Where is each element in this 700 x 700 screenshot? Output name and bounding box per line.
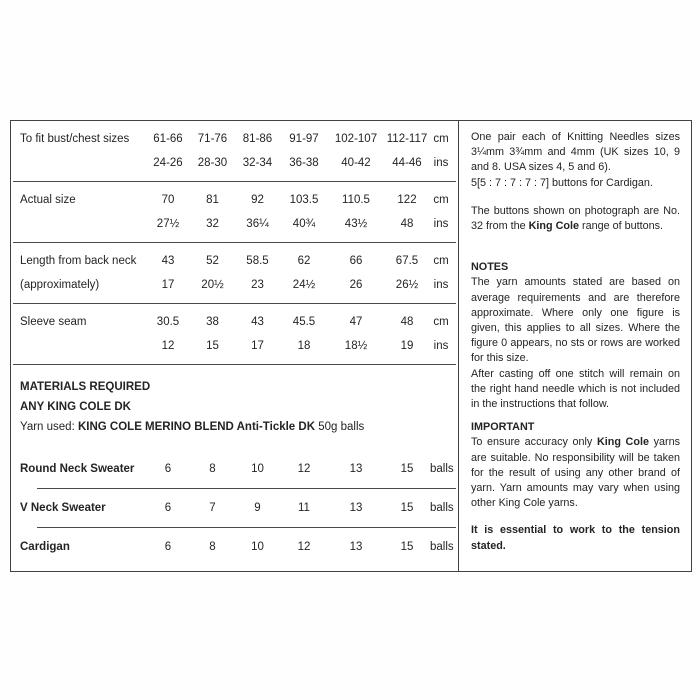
ball-count: 10 — [251, 463, 264, 475]
unit-label: cm — [433, 133, 449, 145]
garment-row-cardigan — [11, 528, 458, 566]
row-label: Sleeve seam — [20, 316, 87, 328]
unit-label: ins — [433, 340, 449, 352]
ball-count: 8 — [209, 541, 216, 553]
buttons-photo-text: range of buttons. — [579, 220, 664, 233]
buttons-photo-text: The buttons shown on photograph are No. 32 from the — [471, 204, 680, 233]
size-value: 48 — [400, 218, 414, 230]
size-value: 43½ — [344, 218, 368, 230]
size-value: 52 — [206, 255, 219, 267]
size-value: 36¼ — [246, 218, 269, 230]
notes-panel — [459, 121, 691, 571]
table-row — [11, 249, 458, 273]
yarn-used-prefix: Yarn used: — [20, 421, 78, 433]
notes-heading: NOTES — [471, 261, 509, 274]
brand-name: King Cole — [596, 436, 649, 449]
size-value: 36-38 — [289, 157, 319, 169]
ball-count: 9 — [254, 502, 261, 514]
size-value: 43 — [161, 255, 175, 267]
yarn-used-line — [20, 417, 458, 437]
size-value: 18½ — [344, 340, 368, 352]
unit-label: cm — [433, 255, 449, 267]
tension-paragraph: It is essential to work to the tension stated. — [471, 524, 680, 552]
section-divider — [13, 364, 456, 365]
size-value: 26 — [349, 279, 363, 291]
size-value: 40¾ — [292, 218, 316, 230]
notes-paragraph-2: After casting off one stitch will remain on the right hand needle which is not included in the instructions that follow. — [471, 367, 680, 411]
buttons-photo-paragraph — [471, 204, 680, 234]
yarn-used-suffix: 50g balls — [315, 421, 365, 433]
unit-label: cm — [433, 316, 449, 328]
size-value: 70 — [161, 194, 175, 206]
row-label: Length from back neck — [20, 255, 137, 267]
ball-count: 8 — [209, 463, 216, 475]
size-value: 81 — [206, 194, 219, 206]
table-row — [11, 273, 458, 297]
size-value: 27½ — [156, 218, 180, 230]
brand-name: King Cole — [528, 220, 580, 233]
size-value: 15 — [206, 340, 219, 352]
measurement-section-length — [11, 243, 458, 303]
size-value: 24½ — [292, 279, 316, 291]
unit-label: balls — [430, 463, 454, 475]
size-value: 40-42 — [341, 157, 371, 169]
materials-block — [20, 377, 458, 437]
ball-count: 15 — [400, 463, 414, 475]
row-label: (approximately) — [20, 279, 100, 291]
size-value: 28-30 — [197, 157, 228, 169]
size-value: 45.5 — [292, 316, 316, 328]
size-value: 44-46 — [392, 157, 422, 169]
materials-heading: MATERIALS REQUIRED — [20, 381, 151, 393]
garment-row-v-neck — [11, 489, 458, 527]
size-value: 43 — [251, 316, 264, 328]
ball-count: 6 — [164, 502, 172, 514]
ball-count: 10 — [251, 541, 264, 553]
size-value: 48 — [400, 316, 414, 328]
measurement-section-sleeve — [11, 304, 458, 364]
measurement-section-to-fit — [11, 121, 458, 181]
ball-count: 13 — [349, 541, 363, 553]
size-value: 110.5 — [342, 194, 370, 206]
size-value: 61-66 — [153, 133, 183, 145]
size-value: 71-76 — [197, 133, 228, 145]
size-value: 23 — [251, 279, 264, 291]
size-value: 67.5 — [395, 255, 419, 267]
garment-label: Cardigan — [20, 541, 70, 553]
garment-quantities — [11, 450, 458, 566]
notes-paragraph-1: The yarn amounts stated are based on average requirements and are therefore approximate. Where only one figure is given, this applies to all sizes. Where the figure 0 appears, no sts or rows are worked for this size. — [471, 276, 680, 365]
ball-count: 15 — [400, 502, 414, 514]
size-value: 102-107 — [334, 133, 378, 145]
size-value: 47 — [349, 316, 363, 328]
size-value: 112-117 — [386, 133, 428, 145]
yarn-used-name: KING COLE MERINO BLEND Anti-Tickle DK — [77, 421, 316, 433]
ball-count: 13 — [349, 502, 363, 514]
ball-count: 11 — [298, 502, 310, 514]
buttons-line: 5[5 : 7 : 7 : 7 : 7] buttons for Cardigan. — [471, 176, 653, 189]
sizing-materials-box — [10, 120, 692, 572]
measurement-section-actual-size — [11, 182, 458, 242]
size-value: 62 — [297, 255, 311, 267]
size-value: 122 — [397, 194, 417, 206]
size-value: 38 — [206, 316, 219, 328]
important-text: yarns are suitable. No responsibility will be taken for the result of using any other brand of yarn. Yarn amounts may vary when using other King Cole yarns. — [471, 436, 680, 510]
ball-count: 12 — [297, 541, 311, 553]
size-value: 103.5 — [289, 194, 319, 206]
ball-count: 12 — [297, 463, 311, 475]
unit-label: ins — [433, 218, 449, 230]
size-table-panel — [11, 121, 459, 571]
table-row — [11, 310, 458, 334]
unit-label: ins — [433, 157, 449, 169]
important-heading: IMPORTANT — [471, 421, 535, 434]
row-label: Actual size — [20, 194, 76, 206]
important-text: To ensure accuracy only — [471, 436, 597, 449]
table-row — [11, 334, 458, 358]
size-value: 12 — [161, 340, 175, 352]
unit-label: cm — [433, 194, 449, 206]
table-row — [11, 188, 458, 212]
ball-count: 15 — [400, 541, 414, 553]
size-value: 30.5 — [156, 316, 180, 328]
size-value: 18 — [297, 340, 311, 352]
garment-label: Round Neck Sweater — [20, 463, 135, 475]
garment-row-round-neck — [11, 450, 458, 488]
table-row — [11, 212, 458, 236]
size-value: 32 — [206, 218, 219, 230]
table-row — [11, 151, 458, 175]
size-value: 19 — [400, 340, 414, 352]
size-value: 20½ — [201, 279, 224, 291]
ball-count: 6 — [164, 463, 172, 475]
size-value: 32-34 — [242, 157, 273, 169]
size-value: 17 — [161, 279, 175, 291]
garment-label: V Neck Sweater — [20, 502, 106, 514]
size-value: 92 — [251, 194, 264, 206]
unit-label: balls — [430, 502, 454, 514]
size-value: 81-86 — [242, 133, 273, 145]
ball-count: 7 — [209, 502, 216, 514]
any-yarn-heading: ANY KING COLE DK — [20, 401, 131, 413]
size-value: 58.5 — [246, 255, 269, 267]
size-value: 26½ — [395, 279, 419, 291]
needles-paragraph: One pair each of Knitting Needles sizes 3¼mm 3¾mm and 4mm (UK sizes 10, 9 and 8. USA sizes 4, 5 and 6). — [471, 131, 680, 174]
unit-label: ins — [433, 279, 449, 291]
important-paragraph — [471, 435, 680, 511]
ball-count: 13 — [349, 463, 363, 475]
unit-label: balls — [430, 541, 454, 553]
size-value: 17 — [251, 340, 264, 352]
row-label: To fit bust/chest sizes — [20, 133, 130, 145]
size-value: 91-97 — [289, 133, 319, 145]
size-value: 66 — [349, 255, 363, 267]
size-value: 24-26 — [153, 157, 183, 169]
table-row — [11, 127, 458, 151]
ball-count: 6 — [164, 541, 172, 553]
